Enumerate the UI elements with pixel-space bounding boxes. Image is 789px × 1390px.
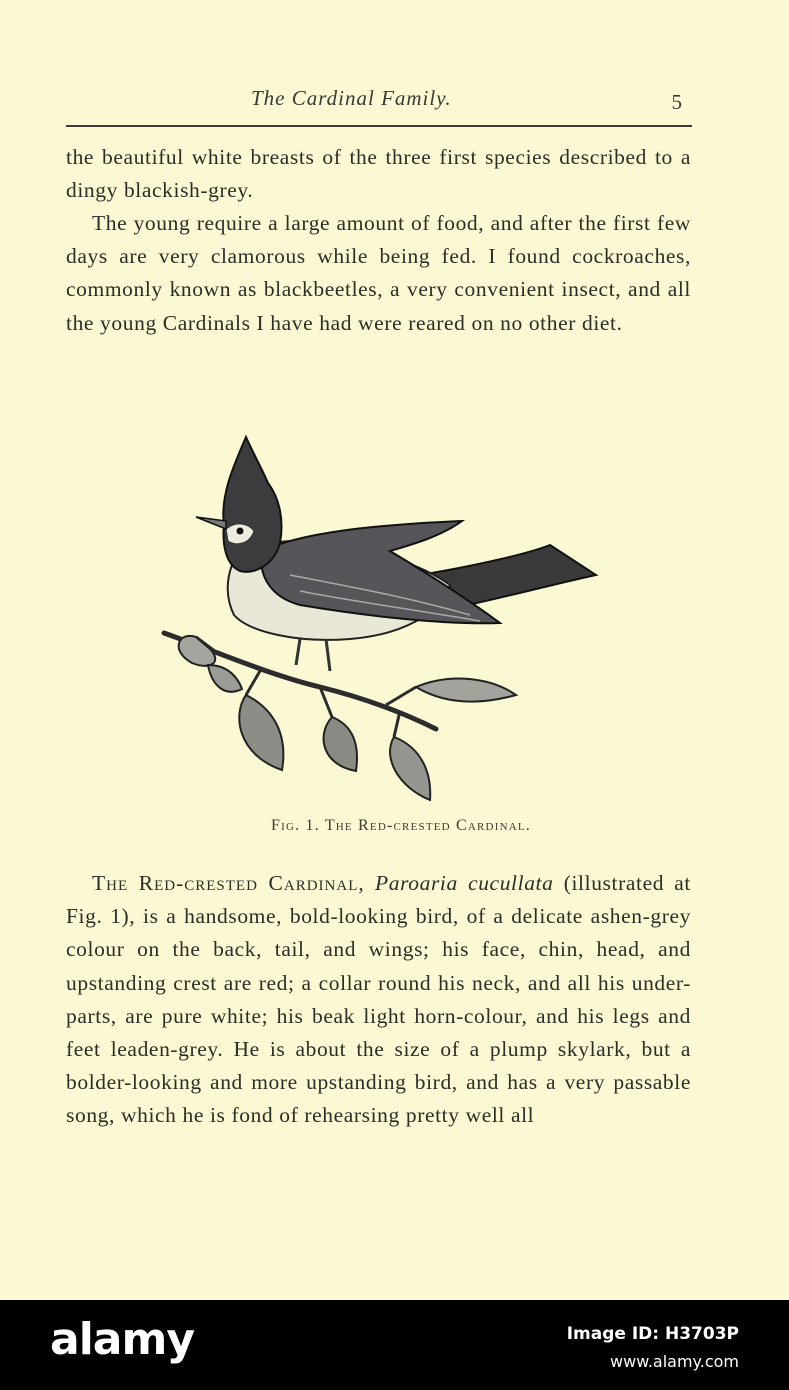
header-rule <box>66 125 692 127</box>
page-number: 5 <box>671 90 682 114</box>
figure-caption: Fig. 1. The Red-crested Cardinal. <box>271 817 531 834</box>
alamy-logo: alamy <box>50 1314 194 1365</box>
species-common-name: The Red-crested Cardinal, <box>92 871 365 895</box>
species-description: (illustrated at Fig. 1), is a handsome, bold-looking bird, of a delicate ashen-grey colour on the back, tail, and wings; his face, chin, head, and upstanding crest are red; a collar round his neck, and all his under-parts, are pure white; his beak light horn-colour, and his legs and feet leaden-grey. He is about the size of a plump skylark, but a bolder-looking and more upstanding bird, and has a very passable song, which he is fond of rehearsing pretty well all <box>66 871 691 1128</box>
cardinal-illustration <box>150 425 620 810</box>
watermark-bar <box>0 1300 789 1390</box>
species-latin-name: Paroaria cucullata <box>375 871 554 895</box>
paragraph-red-crested-cardinal <box>66 867 691 1133</box>
site-url: www.alamy.com <box>610 1352 739 1371</box>
page-header <box>66 86 692 118</box>
image-id-label: Image ID: H3703P <box>566 1324 739 1344</box>
running-head: The Cardinal Family. <box>251 86 452 110</box>
paragraph-continued: the beautiful white breasts of the three first species described to a dingy blackish-grey. <box>66 145 691 203</box>
paragraph-young-birds: The young require a large amount of food, and after the first few days are very clamorous while being fed. I found cockroaches, commonly known as blackbeetles, a very convenient insect, and all the young Cardinals I have had were reared on no other diet. <box>66 211 691 335</box>
